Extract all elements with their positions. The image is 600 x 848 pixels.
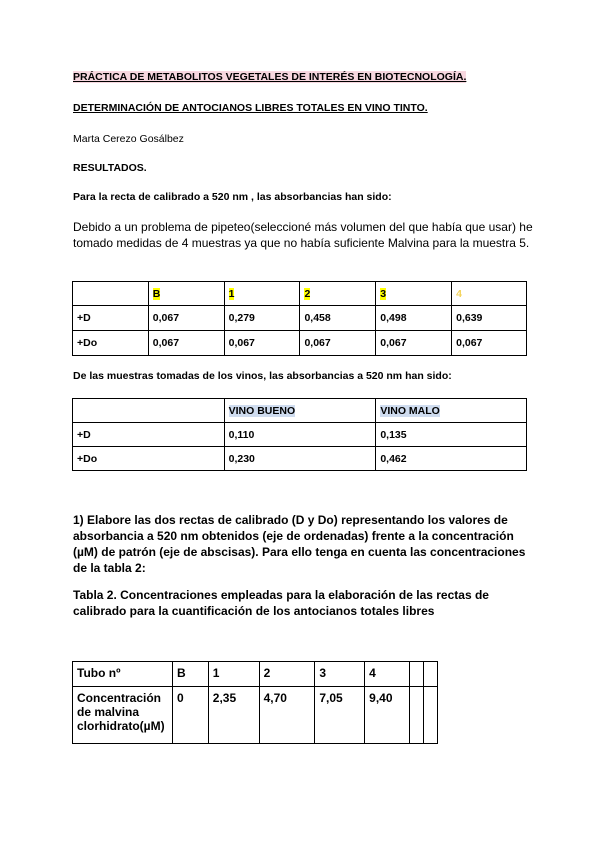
- table-cell: [452, 282, 527, 306]
- header-label: VINO MALO: [380, 404, 440, 417]
- title-line-2: DETERMINACIÓN DE ANTOCIANOS LIBRES TOTALES EN VINO TINTO.: [73, 102, 428, 114]
- wine-table-header-row: [73, 399, 527, 423]
- table-cell: [73, 282, 149, 306]
- table-cell: [300, 282, 376, 306]
- concentration-table: [72, 661, 438, 744]
- table-row: [73, 331, 527, 356]
- table-caption: Tabla 2. Concentraciones empleadas para la elaboración de las rectas de calibrado para la cuantificación de los antocianos totales libres: [73, 588, 489, 618]
- pipette-note: Debido a un problema de pipeteo(seleccioné más volumen del que había que usar) he tomado medidas de 4 muestras ya que no había suficiente Malvina para la muestra 5.: [73, 220, 533, 250]
- table-cell: 0,067: [376, 331, 452, 356]
- concentration-table-header-row: [73, 662, 438, 687]
- table-cell: [224, 399, 376, 423]
- question-1: 1) Elabore las dos rectas de calibrado (D y Do) representando los valores de absorbancia a 520 nm obtenidos (eje de ordenadas) frente a la concentración (µM) de patrón (eje de abscisas). Para ello tenga en cuenta las concentraciones de la tabla 2:: [73, 513, 526, 575]
- table-cell: 0,458: [300, 306, 376, 331]
- table-row: [73, 306, 527, 331]
- table-cell: 0,498: [376, 306, 452, 331]
- table-row: [73, 447, 527, 471]
- table-cell: 0: [172, 687, 208, 744]
- author-name: Marta Cerezo Gosálbez: [73, 133, 184, 145]
- table-cell: 2,35: [208, 687, 259, 744]
- table-cell: 9,40: [365, 687, 410, 744]
- table-cell: 0,639: [452, 306, 527, 331]
- table-cell: [410, 662, 424, 687]
- table-cell: 4: [365, 662, 410, 687]
- header-label: 3: [380, 287, 387, 300]
- table-cell: 0,067: [148, 306, 224, 331]
- table-cell: +D: [73, 423, 225, 447]
- table-cell: Concentración de malvina clorhidrato(µM): [73, 687, 173, 744]
- table-cell: [73, 399, 225, 423]
- table-cell: 0,067: [224, 331, 300, 356]
- wine-intro: De las muestras tomadas de los vinos, las absorbancias a 520 nm han sido:: [73, 370, 452, 382]
- table-cell: [376, 282, 452, 306]
- header-label: 4: [456, 287, 462, 300]
- table-cell: 0,230: [224, 447, 376, 471]
- title-line-1-text: PRÁCTICA DE METABOLITOS VEGETALES DE INTERÉS EN BIOTECNOLOGÍA.: [73, 71, 467, 83]
- table-cell: 0,067: [300, 331, 376, 356]
- table-cell: [410, 687, 424, 744]
- calibration-table-header-row: [73, 282, 527, 306]
- table-cell: 0,067: [452, 331, 527, 356]
- table-cell: [148, 282, 224, 306]
- table-cell: 0,067: [148, 331, 224, 356]
- title-line-1: [73, 71, 466, 83]
- table-cell: 0,279: [224, 306, 300, 331]
- header-label: 2: [304, 287, 311, 300]
- table-row: [73, 423, 527, 447]
- table-cell: 1: [208, 662, 259, 687]
- table-cell: 4,70: [259, 687, 315, 744]
- results-heading: RESULTADOS.: [73, 162, 147, 174]
- calibration-intro: Para la recta de calibrado a 520 nm , las absorbancias han sido:: [73, 191, 392, 203]
- table-cell: +D: [73, 306, 149, 331]
- table-cell: B: [172, 662, 208, 687]
- calibration-table: [72, 281, 527, 356]
- header-label: VINO BUENO: [228, 404, 296, 417]
- table-cell: 0,135: [376, 423, 527, 447]
- table-row: [73, 687, 438, 744]
- table-cell: [376, 399, 527, 423]
- wine-table: [72, 398, 527, 471]
- table-cell: +Do: [73, 447, 225, 471]
- table-cell: 0,462: [376, 447, 527, 471]
- header-label: 1: [228, 287, 235, 300]
- table-cell: [423, 662, 437, 687]
- table-cell: Tubo nº: [73, 662, 173, 687]
- header-label: B: [152, 287, 161, 300]
- table-cell: 3: [315, 662, 365, 687]
- table-cell: [224, 282, 300, 306]
- table-cell: [423, 687, 437, 744]
- table-cell: +Do: [73, 331, 149, 356]
- table-cell: 0,110: [224, 423, 376, 447]
- table-cell: 7,05: [315, 687, 365, 744]
- table-cell: 2: [259, 662, 315, 687]
